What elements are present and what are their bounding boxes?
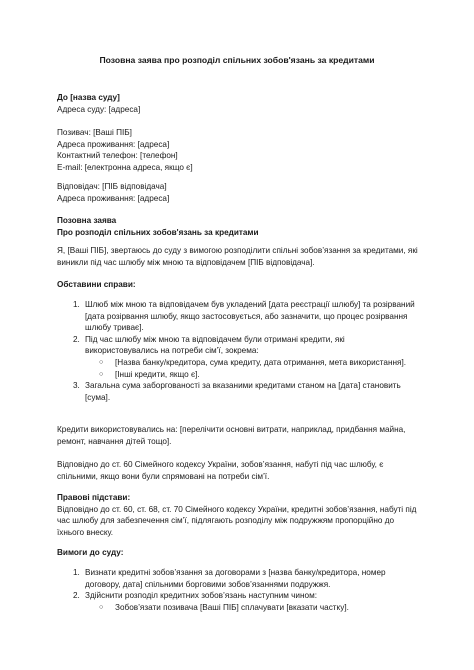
intro-paragraph: Я, [Ваші ПІБ], звертаюсь до суду з вимогою розподілити спільні зобов’язання за кредитами, які виникли під час шлюбу між мною та відповідачем [ПІБ відповідача]. bbox=[57, 246, 418, 267]
list-item bbox=[57, 590, 419, 613]
circle-bullet-icon: ○ bbox=[99, 358, 104, 366]
defendant-name: Відповідач: [ПІБ відповідача] bbox=[57, 182, 167, 191]
sub-list-item bbox=[85, 369, 419, 381]
plaintiff-phone: Контактний телефон: [телефон] bbox=[57, 151, 178, 161]
list-item-text: Визнати кредитні зобов’язання за договорами з [назва банку/кредитора, номер договору, дата] спільними борговими зобов’язаннями подружжя. bbox=[85, 568, 386, 589]
document-title: Позовна заява про розподіл спільних зобов'язань за кредитами bbox=[99, 55, 375, 65]
list-item-number: 1. bbox=[73, 568, 80, 577]
family-code-paragraph: Відповідно до ст. 60 Сімейного кодексу України, зобов’язання, набуті під час шлюбу, є спільними, якщо вони були спрямовані на потреби сім’ї. bbox=[57, 460, 384, 481]
sub-list-item-text: Зобов’язати позивача [Ваші ПІБ] сплачувати [вказати частку]. bbox=[115, 602, 349, 612]
plaintiff-block bbox=[57, 127, 419, 173]
sub-list bbox=[85, 357, 419, 380]
list-item-text: Під час шлюбу між мною та відповідачем були отримані кредити, які використовувались на потреби сім’ї, зокрема: bbox=[85, 334, 345, 356]
sub-list bbox=[85, 602, 419, 614]
circle-bullet-icon: ○ bbox=[99, 370, 104, 378]
list-item-text: Здійснити розподіл кредитних зобов’язань наступним чином: bbox=[85, 591, 317, 601]
list-item-text: Загальна сума заборгованості за вказаними кредитами станом на [дата] становить [сума]. bbox=[85, 381, 401, 402]
plaintiff-email: E-mail: [електронна адреса, якщо є] bbox=[57, 162, 193, 172]
circumstances-list bbox=[57, 299, 419, 403]
sub-list-item-text: [Інші кредити, якщо є]. bbox=[115, 369, 200, 379]
list-item-number: 1. bbox=[73, 300, 80, 309]
claim-heading-line1: Позовна заява bbox=[57, 216, 117, 225]
list-item bbox=[57, 299, 419, 334]
claim-heading bbox=[57, 215, 419, 238]
list-item-text: Шлюб між мною та відповідачем був укладений [дата реєстрації шлюбу] та розірваний [дата розірвання шлюбу, якщо застосовується, або зазначити, що процес розірвання шлюбу триває]. bbox=[85, 300, 415, 333]
legal-basis-block bbox=[57, 492, 419, 538]
legal-basis-text: Відповідно до ст. 60, ст. 68, ст. 70 Сімейного кодексу України, кредитні зобов’язання, набуті під час шлюбу для забезпечення сім’ї, підлягають розподілу між подружжям пропорційно до їхнього внеску. bbox=[57, 504, 417, 537]
list-item bbox=[57, 567, 419, 590]
list-item-number: 2. bbox=[73, 334, 80, 344]
legal-basis-heading: Правові підстави: bbox=[57, 493, 131, 502]
list-item bbox=[57, 380, 419, 403]
court-block bbox=[57, 92, 419, 115]
demands-list bbox=[57, 567, 419, 613]
demands-heading: Вимоги до суду: bbox=[57, 548, 124, 557]
court-address: Адреса суду: [адреса] bbox=[57, 104, 141, 114]
list-item-number: 2. bbox=[73, 591, 80, 601]
claim-heading-line2: Про розподіл спільних зобов'язань за кредитами bbox=[57, 227, 259, 237]
sub-list-item bbox=[85, 602, 419, 614]
plaintiff-name: Позивач: [Ваші ПІБ] bbox=[57, 128, 132, 137]
defendant-address: Адреса проживання: [адреса] bbox=[57, 193, 170, 203]
list-item-number: 3. bbox=[73, 381, 80, 391]
sub-list-item-text: [Назва банку/кредитора, сума кредиту, дата отримання, мета використання]. bbox=[115, 357, 407, 367]
circle-bullet-icon: ○ bbox=[99, 603, 104, 611]
court-name: До [назва суду] bbox=[57, 93, 120, 102]
credit-usage-paragraph: Кредити використовувались на: [перелічити основні витрати, наприклад, придбання майна, ремонт, навчання дітей тощо]. bbox=[57, 425, 406, 446]
circumstances-heading: Обставини справи: bbox=[57, 280, 136, 289]
sub-list-item bbox=[85, 357, 419, 369]
plaintiff-address: Адреса проживання: [адреса] bbox=[57, 139, 170, 149]
list-item bbox=[57, 334, 419, 380]
defendant-block bbox=[57, 181, 419, 204]
